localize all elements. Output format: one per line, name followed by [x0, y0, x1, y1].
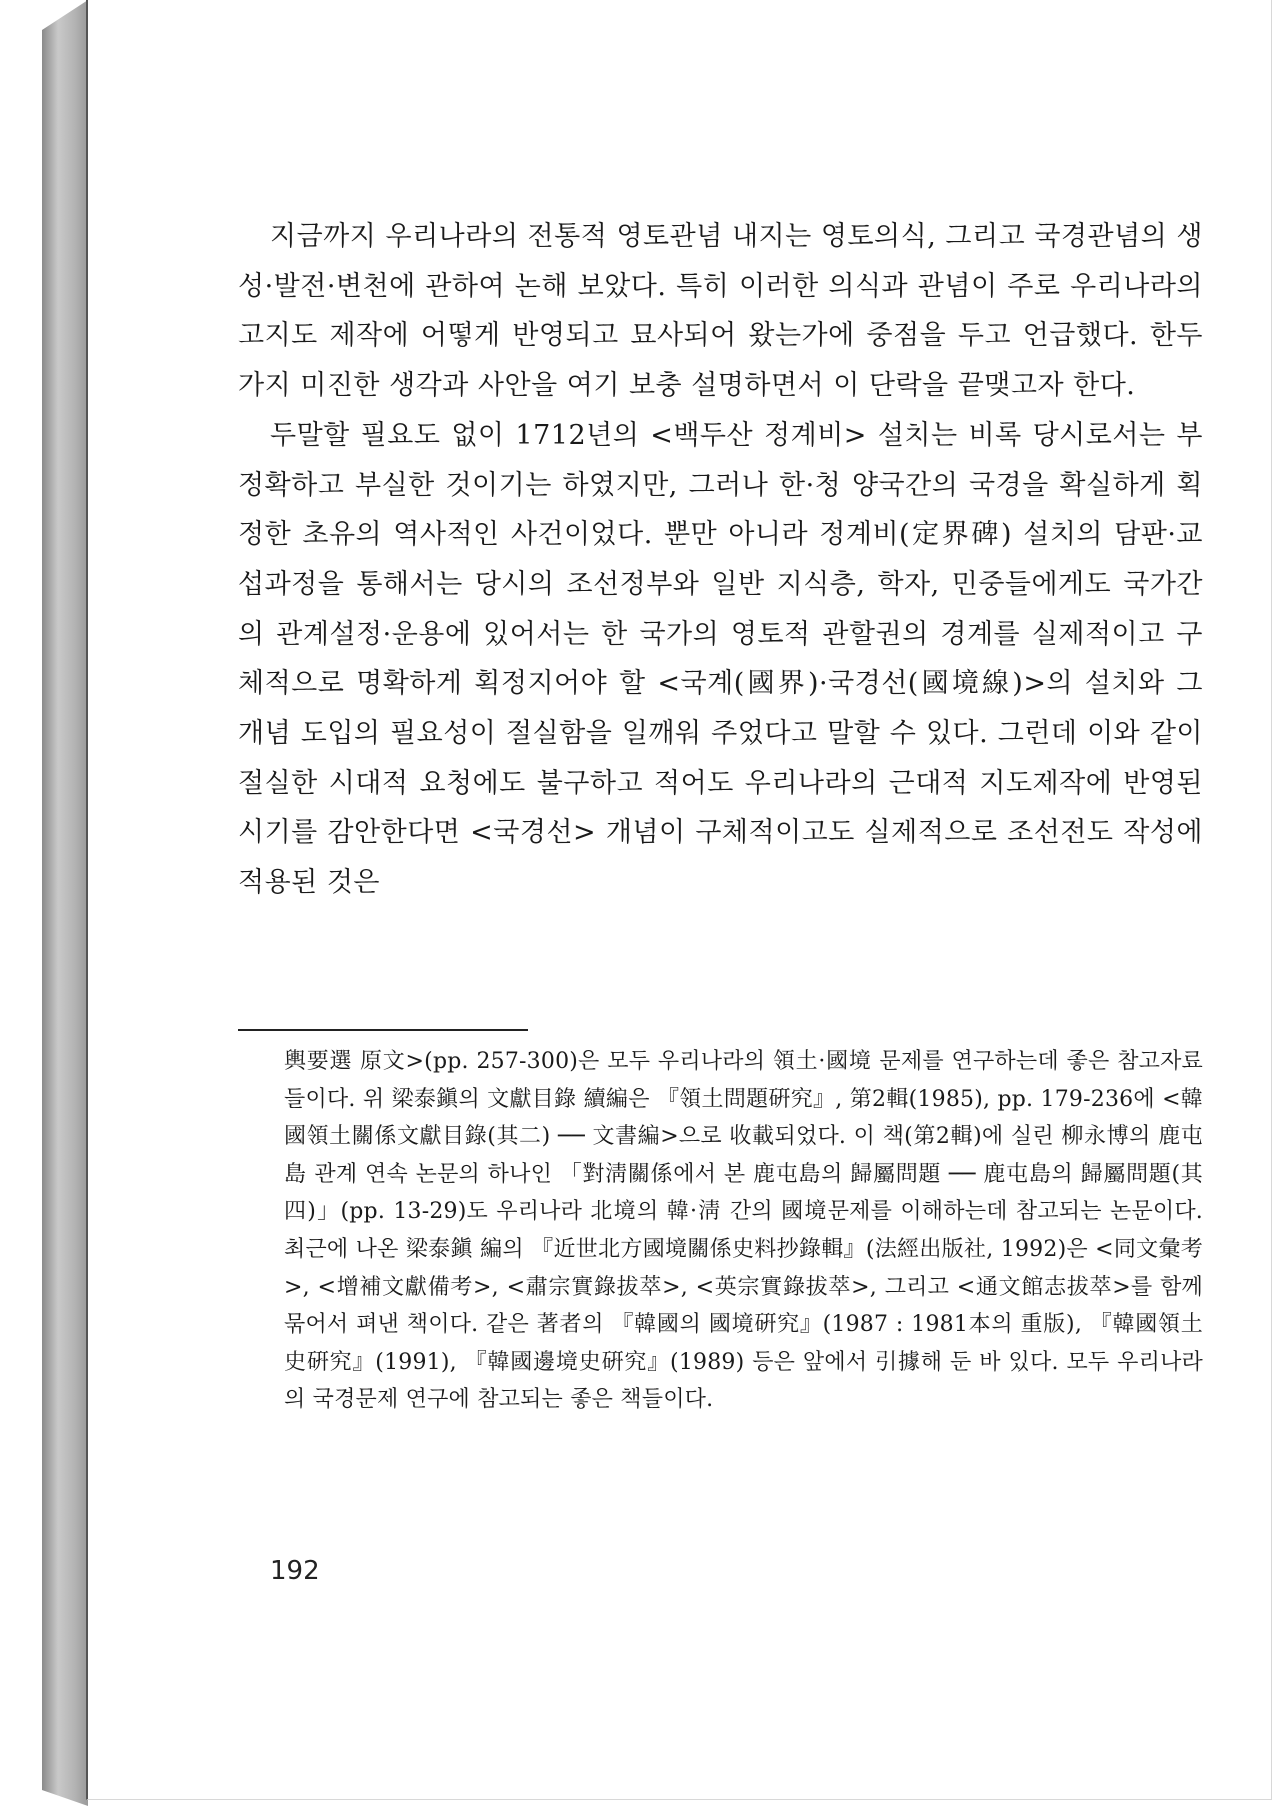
page-number: 192: [270, 1556, 320, 1586]
body-paragraph-1: 지금까지 우리나라의 전통적 영토관념 내지는 영토의식, 그리고 국경관념의 생성·발전·변천에 관하여 논해 보았다. 특히 이러한 의식과 관념이 주로 우리나라의 고지도 제작에 어떻게 반영되고 묘사되어 왔는가에 중점을 두고 언급했다. 한두 가지 미진한 생각과 사안을 여기 보충 설명하면서 이 단락을 끝맺고자 한다.: [238, 221, 1203, 402]
footnote-divider: [238, 1029, 528, 1031]
book-page: [86, 0, 1272, 1800]
footnote-text: 輿要選 原文>(pp. 257-300)은 모두 우리나라의 領土·國境 문제를 연구하는데 좋은 참고자료들이다. 위 梁泰鎭의 文獻目錄 續編은 『領土問題硏究』, 第2輯(1985), pp. 179-236에 <韓國領土關係文獻目錄(其二) ── 文書編>으로 收載되었다. 이 책(第2輯)에 실린 柳永博의 鹿屯島 관계 연속 논문의 하나인 「對淸關係에서 본 鹿屯島의 歸屬問題 ── 鹿屯島의 歸屬問題(其四)」(pp. 13-29)도 우리나라 北境의 韓·淸 간의 國境문제를 이해하는데 참고되는 논문이다. 최근에 나온 梁泰鎭 編의 『近世北方國境關係史料抄錄輯』(法經出版社, 1992)은 <同文彙考>, <增補文獻備考>, <肅宗實錄拔萃>, <英宗實錄拔萃>, 그리고 <通文館志拔萃>를 함께 묶어서 펴낸 책이다. 같은 著者의 『韓國의 國境硏究』(1987 : 1981本의 重版), 『韓國領土史硏究』(1991), 『韓國邊境史硏究』(1989) 등은 앞에서 引據해 둔 바 있다. 모두 우리나라의 국경문제 연구에 참고되는 좋은 책들이다.: [284, 1049, 1203, 1413]
book-spine: [42, 0, 88, 1806]
body-text: [238, 212, 1203, 908]
body-paragraph-2: 두말할 필요도 없이 1712년의 <백두산 정계비> 설치는 비록 당시로서는 부정확하고 부실한 것이기는 하였지만, 그러나 한·청 양국간의 국경을 확실하게 획정한 초유의 역사적인 사건이었다. 뿐만 아니라 정계비(定界碑) 설치의 담판·교섭과정을 통해서는 당시의 조선정부와 일반 지식층, 학자, 민중들에게도 국가간의 관계설정·운용에 있어서는 한 국가의 영토적 관할권의 경계를 실제적이고 구체적으로 명확하게 획정지어야 할 <국계(國界)·국경선(國境線)>의 설치와 그 개념 도입의 필요성이 절실함을 일깨워 주었다고 말할 수 있다. 그런데 이와 같이 절실한 시대적 요청에도 불구하고 적어도 우리나라의 근대적 지도제작에 반영된 시기를 감안한다면 <국경선> 개념이 구체적이고도 실제적으로 조선전도 작성에 적용된 것은: [238, 419, 1203, 899]
